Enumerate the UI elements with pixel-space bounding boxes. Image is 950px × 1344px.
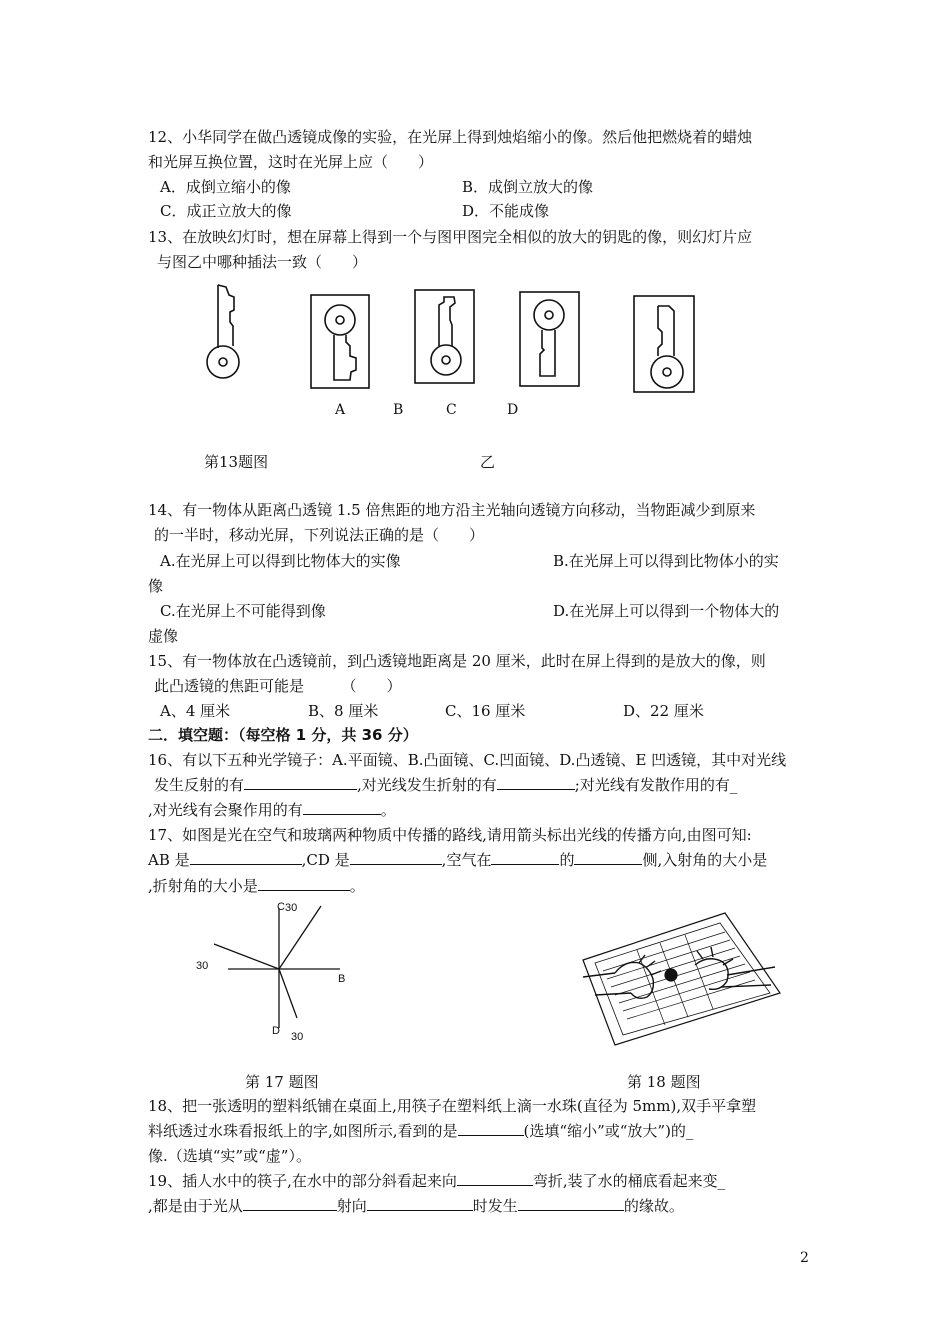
slide-d-key-icon <box>651 306 683 388</box>
q17-figure-caption: 第 17 题图 <box>245 1073 319 1091</box>
slide-a-key-icon <box>325 305 356 380</box>
q12-option-d: D．不能成像 <box>462 202 550 220</box>
q14-option-c: C.在光屏上不可能得到像 <box>160 602 326 620</box>
q18-newspaper-figure <box>575 905 790 1050</box>
q14-option-d: D.在光屏上可以得到一个物体大的 <box>553 602 780 620</box>
page-number: 2 <box>800 1250 809 1266</box>
q19-blank-to[interactable] <box>367 1196 473 1211</box>
q18-figure-caption: 第 18 题图 <box>627 1073 701 1091</box>
q16-line1: 16、有以下五种光学镜子：A.平面镜、B.凸面镜、C.凹面镜、D.凸透镜、E 凹透镜，其中对光线 <box>148 751 787 769</box>
q17-label-c: C <box>277 901 285 913</box>
slide-b-key-icon <box>431 297 461 375</box>
q15-option-c: C、16 厘米 <box>445 702 526 720</box>
q17-line2: AB 是 ,CD 是 ,空气在 的 侧,入射角的大小是 <box>148 851 768 869</box>
q12-stem-line1: 12、小华同学在做凸透镜成像的实验，在光屏上得到烛焰缩小的像。然后他把燃烧着的蜡烛 <box>148 128 753 146</box>
slide-b-frame <box>415 290 474 383</box>
q17-line1: 17、如图是光在空气和玻璃两种物质中传播的路线,请用箭头标出光线的传播方向,由图可知: <box>148 826 752 844</box>
q17-ray-upper <box>279 906 321 969</box>
q17-blank-air-2[interactable] <box>574 850 642 865</box>
section2-title: 二．填空题：（每空格 1 分，共 36 分） <box>148 726 418 744</box>
q16-blank-converge[interactable] <box>303 800 381 815</box>
q19-line2: ,都是由于光从 射向 时发生 的缘故。 <box>148 1197 684 1215</box>
q17-blank-refraction-angle[interactable] <box>258 876 350 891</box>
q17-refraction-figure <box>200 900 360 1050</box>
q13-keys-figure <box>200 280 700 400</box>
slide-c-frame <box>520 292 579 386</box>
q17-label-30-bottom: 30 <box>291 1031 304 1043</box>
q19-blank-phenomenon[interactable] <box>518 1196 624 1211</box>
q18-line2: 料纸透过水珠看报纸上的字,如图所示,看到的是 (选填“缩小”或“放大”)的_ <box>148 1122 694 1140</box>
q13-stem-line1: 13、在放映幻灯时，想在屏幕上得到一个与图甲图完全相似的放大的钥匙的像，则幻灯片应 <box>148 228 753 246</box>
q18-water-drop-icon <box>665 969 677 981</box>
q16-line3: ,对光线有会聚作用的有 。 <box>148 801 396 819</box>
q17-blank-air-1[interactable] <box>491 850 559 865</box>
q19-blank-bend[interactable] <box>457 1171 533 1186</box>
q12-option-a: A．成倒立缩小的像 <box>160 178 291 196</box>
q17-label-d: D <box>272 1025 280 1037</box>
q18-line1: 18、把一张透明的塑料纸铺在桌面上,用筷子在塑料纸上滴一水珠(直径为 5mm),双手平拿塑 <box>148 1097 757 1115</box>
q14-option-b-cont: 像 <box>148 577 164 595</box>
q15-stem-line1: 15、有一物体放在凸透镜前，到凸透镜地距离是 20 厘米，此时在屏上得到的是放大的像，则 <box>148 652 766 670</box>
q19-line1: 19、插人水中的筷子,在水中的部分斜看起来向 弯折,装了水的桶底看起来变_ <box>148 1172 726 1190</box>
q17-ray-left <box>214 944 279 969</box>
q12-option-b: B．成倒立放大的像 <box>462 178 594 196</box>
q14-option-a: A.在光屏上可以得到比物体大的实像 <box>160 552 401 570</box>
q17-line3: ,折射角的大小是 。 <box>148 877 365 895</box>
q15-option-b: B、8 厘米 <box>308 702 379 720</box>
q15-stem-line2: 此凸透镜的焦距可能是 （ ） <box>154 677 402 695</box>
q13-label-a: A <box>335 402 346 418</box>
q17-label-b: B <box>338 973 346 985</box>
key-original-icon <box>207 285 239 378</box>
q13-label-c: C <box>446 402 457 418</box>
q18-newspaper-sheet <box>583 913 780 1045</box>
q13-figure-caption: 第13题图 <box>204 453 269 471</box>
q19-blank-from[interactable] <box>243 1196 337 1211</box>
q15-option-d: D、22 厘米 <box>623 702 704 720</box>
q14-stem-line1: 14、有一物体从距离凸透镜 1.5 倍焦距的地方沿主光轴向透镜方向移动，当物距减少到原来 <box>148 501 756 519</box>
q13-figure-yi: 乙 <box>480 453 496 471</box>
q17-ray-lower <box>279 969 297 1018</box>
q17-label-30-left: 30 <box>196 960 209 972</box>
slide-a-frame <box>311 295 369 388</box>
q14-stem-line2: 的一半时，移动光屏，下列说法正确的是（ ） <box>154 526 485 544</box>
q12-stem-line2: 和光屏互换位置，这时在光屏上应（ ） <box>148 153 434 171</box>
q17-blank-cd[interactable] <box>350 850 442 865</box>
slide-c-key-icon <box>534 300 564 376</box>
slide-d-frame <box>634 296 694 392</box>
q12-option-c: C．成正立放大的像 <box>160 202 292 220</box>
q17-label-30-top: 30 <box>285 902 298 914</box>
q18-blank-size[interactable] <box>458 1121 524 1136</box>
q13-label-b: B <box>393 402 404 418</box>
q16-line2: 发生反射的有 ,对光线发生折射的有 ;对光线有发散作用的有_ <box>154 776 738 794</box>
q15-option-a: A、4 厘米 <box>160 702 231 720</box>
q16-blank-refract[interactable] <box>497 775 575 790</box>
q16-blank-reflect[interactable] <box>244 775 357 790</box>
q14-option-d-cont: 虚像 <box>148 627 179 645</box>
q17-blank-ab[interactable] <box>190 850 302 865</box>
q14-option-b: B.在光屏上可以得到比物体小的实 <box>553 552 779 570</box>
q18-line3: 像.（选填“实”或“虚”）。 <box>148 1147 311 1165</box>
q13-label-d: D <box>507 402 519 418</box>
q13-stem-line2: 与图乙中哪种插法一致（ ） <box>157 253 368 271</box>
